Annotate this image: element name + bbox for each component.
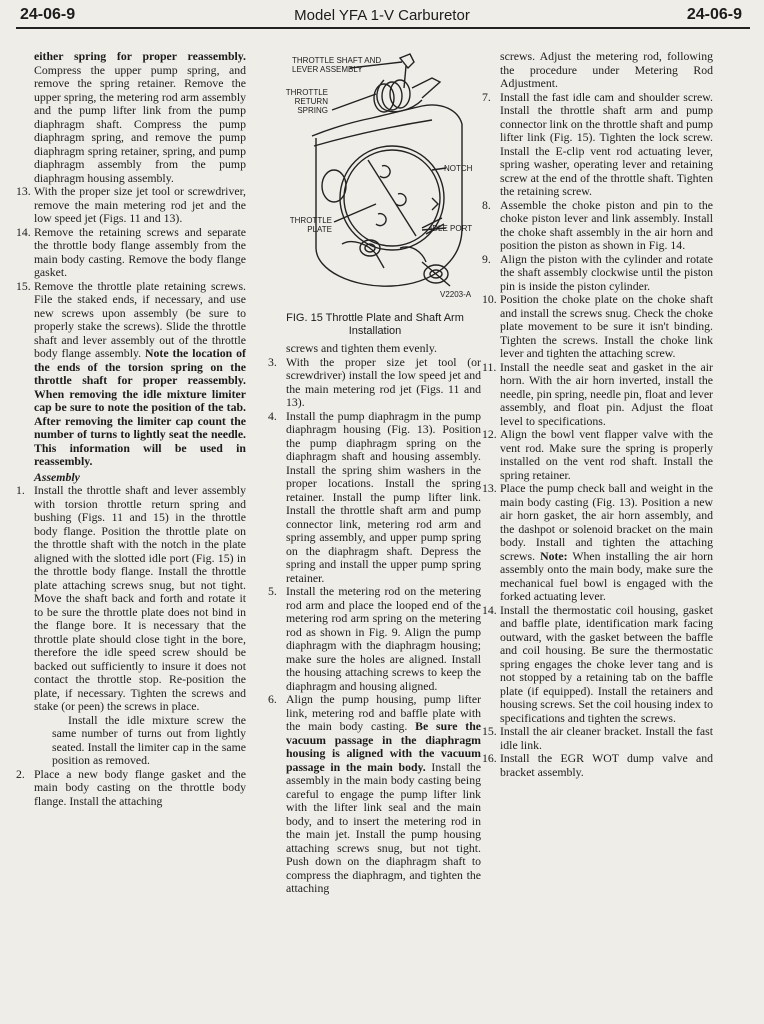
- text-column-1: [16, 49, 246, 808]
- label-notch: NOTCH: [444, 164, 473, 173]
- page-number-left: 24-06-9: [20, 6, 76, 23]
- assembly-step-9: 9. Align the piston with the cylinder and rotate the shaft assembly clockwise until the piston pin is inside the piston cylinder.: [482, 251, 713, 293]
- page-title: Model YFA 1-V Carburetor: [294, 7, 470, 24]
- assembly-step-1-continued: Install the idle mixture screw the same number of turns out from lightly seated. Install the limiter cap in the same position as removed.: [52, 712, 246, 767]
- label-return-spring: THROTTLE RETURN SPRING: [285, 88, 328, 115]
- step-13: 13. With the proper size jet tool or screwdriver, remove the main metering rod jet and the low speed jet (Figs. 11 and 13).: [16, 184, 246, 225]
- assembly-step-15: 15. Install the air cleaner bracket. Install the fast idle link.: [482, 724, 713, 752]
- assembly-step-2: 2. Place a new body flange gasket and the main body casting on the throttle body flange. Install the attaching: [16, 766, 246, 808]
- label-idle-port: IDLE PORT: [430, 224, 473, 233]
- label-throttle-plate: THROTTLE PLATE: [289, 216, 332, 234]
- assembly-step-3: 3. With the proper size jet tool (or screwdriver) install the low speed jet and the main metering rod jet (Figs. 11 and 13).: [268, 354, 481, 409]
- assembly-step-6: 6. Align the pump housing, pump lifter link, metering rod and baffle plate with the main body casting. Be sure the vacuum passage in the diaphragm housing is aligned with the vacuum passage in the main body. Install the assembly in the main body casting being careful to engage the pump lifter link with the lifter link seal and the main body, and to insert the metering rod in the main jet. Install the pump housing attaching screws snug, but not tight. Push down on the diaphragm shaft to compress the diaphragm, and tighten the attaching: [268, 692, 481, 895]
- section-heading-assembly: Assembly: [34, 469, 80, 484]
- assembly-step-4: 4. Install the pump diaphragm in the pump diaphragm housing (Fig. 13). Position the pump diaphragm spring on the diaphragm shaft and housing assembly. Install the spring shim washers in the proper locations. Install the spring retainer. Install the pump lifter link. Install the throttle shaft arm and pump connector link, metering rod arm and spring assembly, and upper pump spring on the diaphragm shaft. Depress the spring and install the upper pump spring retainer.: [268, 408, 481, 585]
- label-throttle-shaft: THROTTLE SHAFT AND LEVER ASSEMBLY: [292, 56, 382, 74]
- assembly-step-1: 1. Install the throttle shaft and lever assembly with torsion throttle return spring and bushing (Figs. 11 and 15) in the throttle body flange. Position the throttle plate on the throttle shaft with the notch in the plate aligned with the slotted idle port (Fig. 15) in the throttle body flange. Install the throttle plate attaching screws snug, but not tight. Move the shaft back and forth and rotate it to be sure the throttle plate does not bind in the flange bore. It is necessary that the throttle plate should close tight in the bore, therefore the idle speed screw should be backed out sufficiently to insure it does not contact the throttle stop. Re-position the plate, if necessary. Tighten the screws and stake (or peen) the screws in place.: [16, 483, 246, 713]
- assembly-step-5: 5. Install the metering rod on the metering rod arm and place the looped end of the metering rod arm spring on the metering rod as shown in Fig. 9. Align the pump diaphragm with the diaphragm housing; make sure the holes are aligned. Install the housing attaching screws to keep the diaphragm and housing aligned.: [268, 584, 481, 693]
- page-number-right: 24-06-9: [686, 6, 742, 23]
- header-rule: [16, 27, 750, 29]
- assembly-step-12: 12. Align the bowl vent flapper valve with the vent rod. Make sure the spring is properly installed on the vent rod shaft. Install the spring retainer.: [482, 427, 713, 482]
- assembly-step-10: 10. Position the choke plate on the choke shaft and install the screws snug. Check the choke plate movement to be sure it isn't binding. Tighten the screws. Install the choke link lever and tighten the attaching screw.: [482, 292, 713, 360]
- assembly-step-16: 16. Install the EGR WOT dump valve and bracket assembly.: [482, 751, 713, 779]
- paragraph-continued: screws and tighten them evenly.: [286, 341, 437, 355]
- paragraph-intro: either spring for proper reassembly. Compress the upper pump spring, and remove the spring retainer. Remove the upper spring, the metering rod arm assembly and the pump lifter link from the pump diaphragm shaft. Compress the pump diaphragm spring, and remove the pump diaphragm spring retainer, spring, and pump diaphragm assembly from the pump diaphragm housing assembly.: [34, 49, 246, 185]
- assembly-step-11: 11. Install the needle seat and gasket in the air horn. With the air horn inverted, install the needle, pin spring, needle pin, float and lever assembly, and float pin. Adjust the float level to specifications.: [482, 359, 713, 428]
- figure-code: V2203-A: [440, 290, 472, 299]
- text-column-3: [482, 49, 713, 779]
- page-header: [0, 0, 764, 30]
- assembly-step-14: 14. Install the thermostatic coil housing, gasket and baffle plate, identification mark facing outward, with the gasket between the baffle and coil housing. Be sure the thermostatic spring engages the choke lever tang and is not stopped by a retaining tab on the baffle plate (if equipped). Install the retainers and housing screws. Set the coil housing index to specifications and tighten the screws.: [482, 602, 713, 725]
- figure-15: [272, 48, 484, 310]
- assembly-step-13: 13. Place the pump check ball and weight in the main body casting (Fig. 13). Position a new air horn gasket, the air horn assembly, and the dashpot or solenoid bracket on the main body. Install and tighten the attaching screws. Note: When installing the air horn assembly onto the main body, make sure the mechanical fuel bowl is engaged with the forked actuating lever.: [482, 481, 713, 603]
- step-15: 15. Remove the throttle plate retaining screws. File the staked ends, if necessary, and use new screws upon assembly (be sure to properly stake the screws). Slide the throttle shaft and lever assembly out of the throttle body flange assembly. Note the location of the ends of the torsion spring on the throttle shaft for proper reassembly. When removing the idle mixture limiter cap be sure to note the position of the tab. After removing the limiter cap count the number of turns to lightly seat the needle. This information will be used in reassembly.: [16, 278, 246, 468]
- step-14: 14. Remove the retaining screws and separate the throttle body flange assembly from the main body casting. Remove the body flange gasket.: [16, 224, 246, 279]
- assembly-step-8: 8. Assemble the choke piston and pin to the choke piston lever and link assembly. Install the choke shaft assembly in the air horn and position the piston as shown in Fig. 14.: [482, 197, 713, 252]
- figure-caption: FIG. 15 Throttle Plate and Shaft Arm Installation: [286, 312, 464, 337]
- assembly-step-7: 7. Install the fast idle cam and shoulder screw. Install the throttle shaft arm and pump connector link on the throttle shaft and pump lifter link (Fig. 15). Tighten the lock screw. Install the E-clip vent rod actuating lever, spring washer, operating lever and retaining screw at the end of the throttle shaft. Tighten the retaining screw.: [482, 89, 713, 198]
- paragraph-continued: screws. Adjust the metering rod, following the procedure under Metering Rod Adjustment.: [500, 49, 713, 90]
- text-column-2: [268, 342, 481, 896]
